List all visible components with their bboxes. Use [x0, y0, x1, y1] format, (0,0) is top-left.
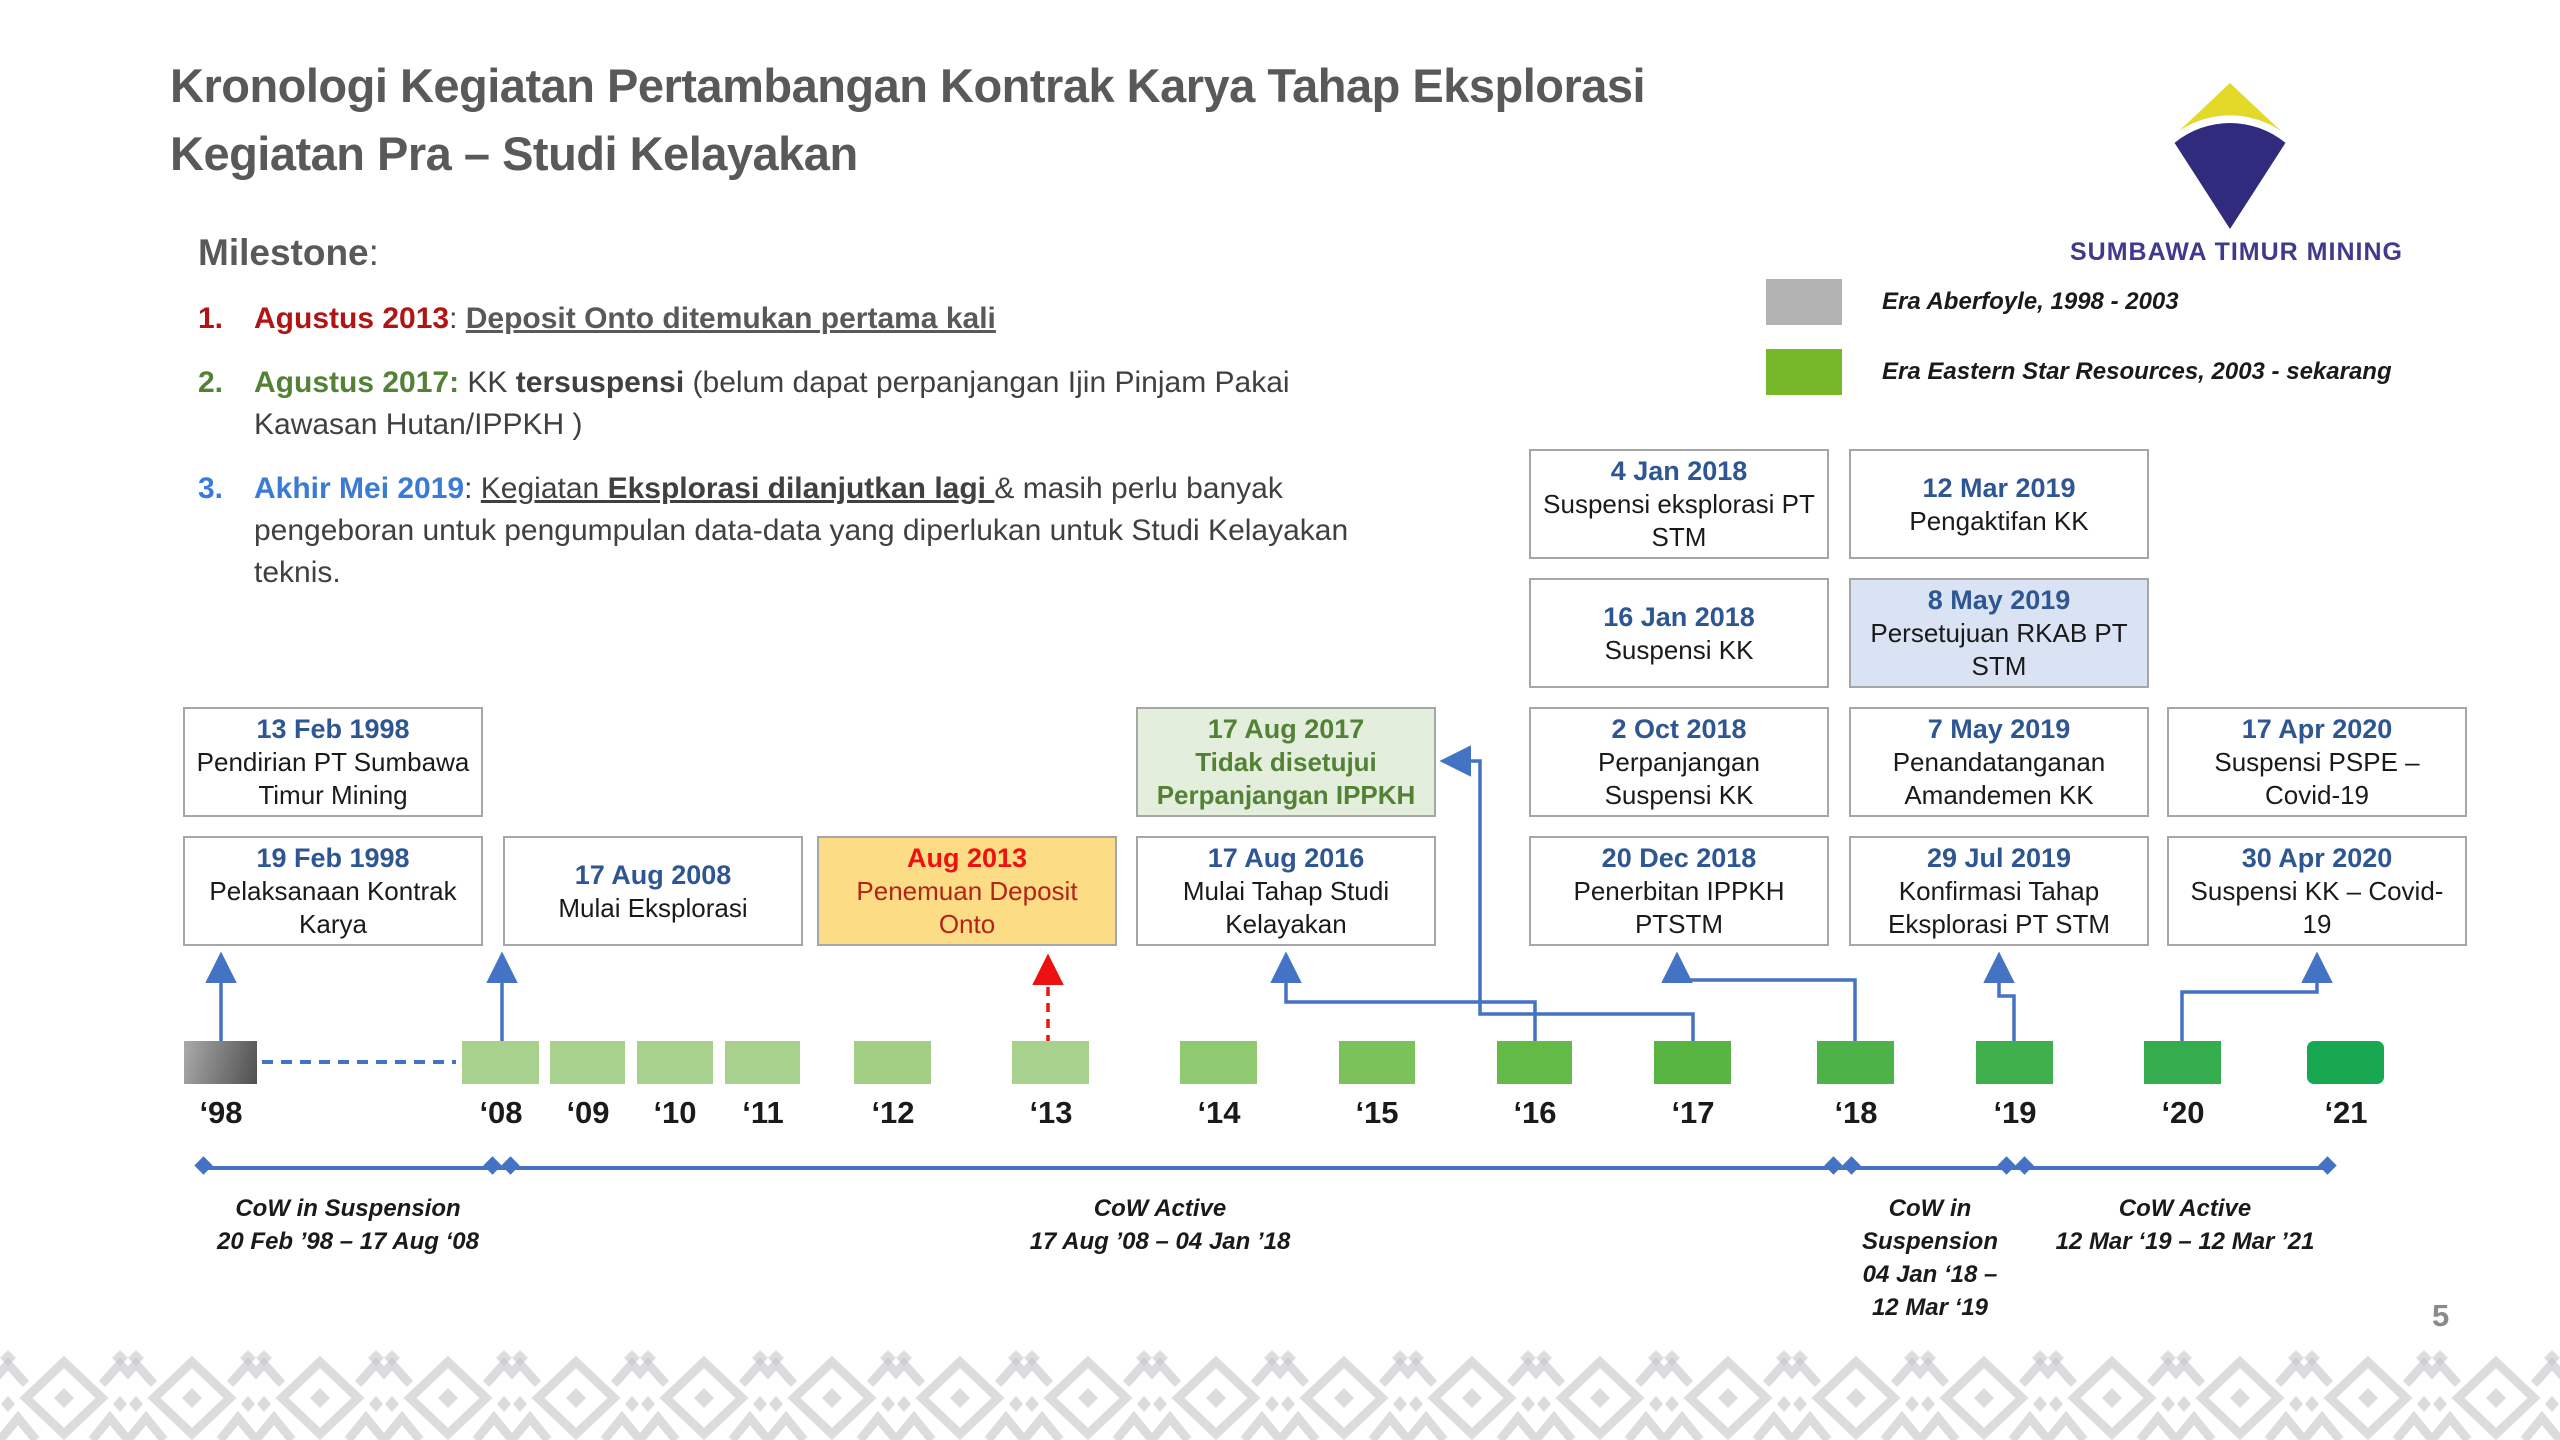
event-label: Persetujuan RKAB PT STM — [1870, 618, 2128, 681]
cow-diamond — [1997, 1156, 2015, 1174]
year-label: ‘17 — [1671, 1095, 1715, 1130]
milestone-1: 1. Agustus 2013: Deposit Onto ditemukan pertama kali — [198, 298, 1418, 340]
event-box-konfirmasi-tahap — [1849, 836, 2149, 946]
event-label: Perpanjangan Suspensi KK — [1598, 747, 1760, 810]
milestone-2: 2. Agustus 2017: KK tersuspensi (belum dapat perpanjangan Ijin Pinjam Pakai Kawasan Hutan/IPPKH ) — [198, 362, 1418, 446]
event-date: 4 Jan 2018 — [1610, 456, 1748, 486]
legend-item — [1766, 348, 2392, 396]
event-box-suspensi-kk — [1529, 578, 1829, 688]
milestone-2-date: Agustus 2017: — [254, 366, 460, 399]
cow-diamond — [2015, 1156, 2033, 1174]
year-label: ‘15 — [1355, 1095, 1399, 1130]
year-label: ‘18 — [1834, 1095, 1878, 1130]
timeline-segment-09 — [550, 1041, 625, 1084]
event-box-pelaksanaan-kk — [183, 836, 483, 946]
cow-diamond — [2318, 1156, 2336, 1174]
milestones-section — [198, 232, 1418, 616]
timeline-segment-14 — [1180, 1041, 1257, 1084]
event-label: Mulai Eksplorasi — [558, 892, 748, 923]
milestone-3-date: Akhir Mei 2019 — [254, 472, 465, 505]
event-date: 29 Jul 2019 — [1926, 843, 2072, 873]
event-date: 13 Feb 1998 — [256, 714, 410, 744]
event-date: 19 Feb 1998 — [256, 843, 410, 873]
timeline-segment-19 — [1976, 1041, 2053, 1084]
event-label: Penemuan Deposit Onto — [856, 876, 1078, 939]
year-label: ‘09 — [566, 1095, 610, 1130]
year-label: ‘14 — [1197, 1095, 1241, 1130]
legend-swatch-gray — [1766, 279, 1842, 325]
event-date: Aug 2013 — [906, 843, 1028, 873]
event-box-ippkh-tidak-disetujui — [1136, 707, 1436, 817]
page-number: 5 — [2432, 1298, 2450, 1333]
event-label: Suspensi KK — [1604, 634, 1754, 665]
milestone-3-number: 3. — [198, 472, 224, 505]
milestone-2-text: (belum dapat perpanjangan Ijin Pinjam Pakai Kawasan Hutan/IPPKH ) — [254, 366, 1290, 441]
timeline-segment-16 — [1497, 1041, 1572, 1084]
cow-period-1: CoW in Suspension 20 Feb ’98 – 17 Aug ‘08 — [217, 1195, 479, 1255]
legend-label: Era Aberfoyle, 1998 - 2003 — [1882, 288, 2179, 315]
event-label: Pengaktifan KK — [1909, 505, 2089, 536]
year-label: ‘21 — [2324, 1095, 2368, 1130]
diamond-logo-icon — [2157, 80, 2303, 232]
milestone-1-date: Agustus 2013 — [254, 302, 450, 335]
year-label: ‘08 — [479, 1095, 523, 1130]
timeline-segment-10 — [637, 1041, 713, 1084]
event-label: Penerbitan IPPKH PTSTM — [1573, 876, 1785, 939]
milestone-2-number: 2. — [198, 366, 224, 399]
event-box-mulai-eksplorasi — [503, 836, 803, 946]
event-box-suspensi-kk-covid — [2167, 836, 2467, 946]
timeline-segment-20 — [2144, 1041, 2221, 1084]
event-box-suspensi-eksplorasi — [1529, 449, 1829, 559]
event-date: 8 May 2019 — [1927, 585, 2071, 615]
event-label: Mulai Tahap Studi Kelayakan — [1182, 876, 1390, 939]
cow-diamond — [194, 1156, 212, 1174]
company-name: SUMBAWA TIMUR MINING — [2070, 238, 2403, 266]
event-label: Suspensi eksplorasi PT STM — [1543, 489, 1815, 552]
event-label: Konfirmasi Tahap Eksplorasi PT STM — [1887, 876, 2110, 939]
event-box-pendirian — [183, 707, 483, 817]
year-label: ‘10 — [653, 1095, 697, 1130]
event-date: 2 Oct 2018 — [1611, 714, 1747, 744]
event-date: 16 Jan 2018 — [1603, 601, 1755, 632]
year-label: ‘11 — [742, 1095, 784, 1130]
timeline-segment-18 — [1817, 1041, 1894, 1084]
event-date: 17 Apr 2020 — [2241, 714, 2393, 744]
timeline-segment-08 — [462, 1041, 539, 1084]
event-label: Pendirian PT Sumbawa Timur Mining — [196, 747, 470, 810]
event-label: Suspensi KK – Covid-19 — [2190, 876, 2444, 939]
timeline-segment-17 — [1654, 1041, 1731, 1084]
milestone-1-number: 1. — [198, 302, 224, 335]
event-box-studi-kelayakan — [1136, 836, 1436, 946]
event-label: Pelaksanaan Kontrak Karya — [209, 876, 457, 939]
year-label: ‘16 — [1513, 1095, 1557, 1130]
milestones-heading: Milestone: — [198, 232, 379, 273]
year-label: ‘19 — [1993, 1095, 2037, 1130]
event-box-penerbitan-ippkh — [1529, 836, 1829, 946]
year-label: ‘12 — [871, 1095, 915, 1130]
event-date: 12 Mar 2019 — [1922, 472, 2076, 503]
legend-label: Era Eastern Star Resources, 2003 - sekarang — [1882, 358, 2392, 385]
milestone-3-text: & masih perlu banyak pengeboran untuk pengumpulan data-data yang diperlukan untuk Studi Kelayakan teknis. — [254, 472, 1349, 589]
event-box-persetujuan-rkab — [1849, 578, 2149, 688]
year-label: ‘20 — [2161, 1095, 2205, 1130]
cow-period-4: CoW Active 12 Mar ‘19 – 12 Mar ’21 — [2055, 1195, 2315, 1255]
title-line-1: Kronologi Kegiatan Pertambangan Kontrak Karya Tahap Eksplorasi — [170, 59, 1646, 112]
company-logo — [2070, 80, 2403, 267]
year-label: ‘13 — [1029, 1095, 1073, 1130]
event-box-pengaktifan-kk — [1849, 449, 2149, 559]
cow-diamond — [501, 1156, 519, 1174]
cow-diamond — [483, 1156, 501, 1174]
cow-diamond — [1824, 1156, 1842, 1174]
event-date: 17 Aug 2017 — [1207, 714, 1365, 744]
event-box-suspensi-pspe — [2167, 707, 2467, 817]
cow-diamond — [1842, 1156, 1860, 1174]
event-box-penemuan-deposit — [817, 836, 1117, 946]
cow-period-2: CoW Active 17 Aug ’08 – 04 Jan ’18 — [1029, 1195, 1291, 1255]
timeline-segment-15 — [1339, 1041, 1415, 1084]
timeline-segment-13 — [1012, 1041, 1089, 1084]
milestone-1-text: Deposit Onto ditemukan pertama kali — [465, 302, 996, 335]
title-line-2: Kegiatan Pra – Studi Kelayakan — [170, 127, 858, 180]
timeline-segment-11 — [725, 1041, 800, 1084]
event-date: 17 Aug 2016 — [1207, 843, 1365, 873]
legend-swatch-green — [1766, 349, 1842, 395]
timeline-segment-21 — [2307, 1041, 2384, 1084]
event-label: Suspensi PSPE – Covid-19 — [2214, 747, 2420, 810]
event-box-amandemen-kk — [1849, 707, 2149, 817]
year-label: ‘98 — [199, 1095, 243, 1130]
timeline-segment-12 — [854, 1041, 931, 1084]
timeline-segment-98 — [184, 1041, 257, 1084]
event-box-perpanjangan-suspensi — [1529, 707, 1829, 817]
event-date: 30 Apr 2020 — [2241, 843, 2393, 873]
milestone-3: 3. Akhir Mei 2019: Kegiatan Eksplorasi dilanjutkan lagi & masih perlu banyak pengeboran untuk pengumpulan data-data yang diperlukan untuk Studi Kelayakan teknis. — [198, 468, 1418, 594]
event-date: 17 Aug 2008 — [574, 859, 732, 890]
event-date: 7 May 2019 — [1927, 714, 2071, 744]
event-date: 20 Dec 2018 — [1601, 843, 1757, 873]
legend-item — [1766, 278, 2392, 326]
batik-pattern-footer — [0, 1348, 2560, 1440]
era-legend — [1766, 278, 2392, 418]
cow-period-3: CoW in Suspension 04 Jan ‘18 – 12 Mar ‘19 — [1861, 1195, 1999, 1321]
event-label: Tidak disetujui Perpanjangan IPPKH — [1156, 747, 1416, 810]
event-label: Penandatanganan Amandemen KK — [1892, 747, 2106, 810]
slide-title — [170, 52, 1645, 188]
